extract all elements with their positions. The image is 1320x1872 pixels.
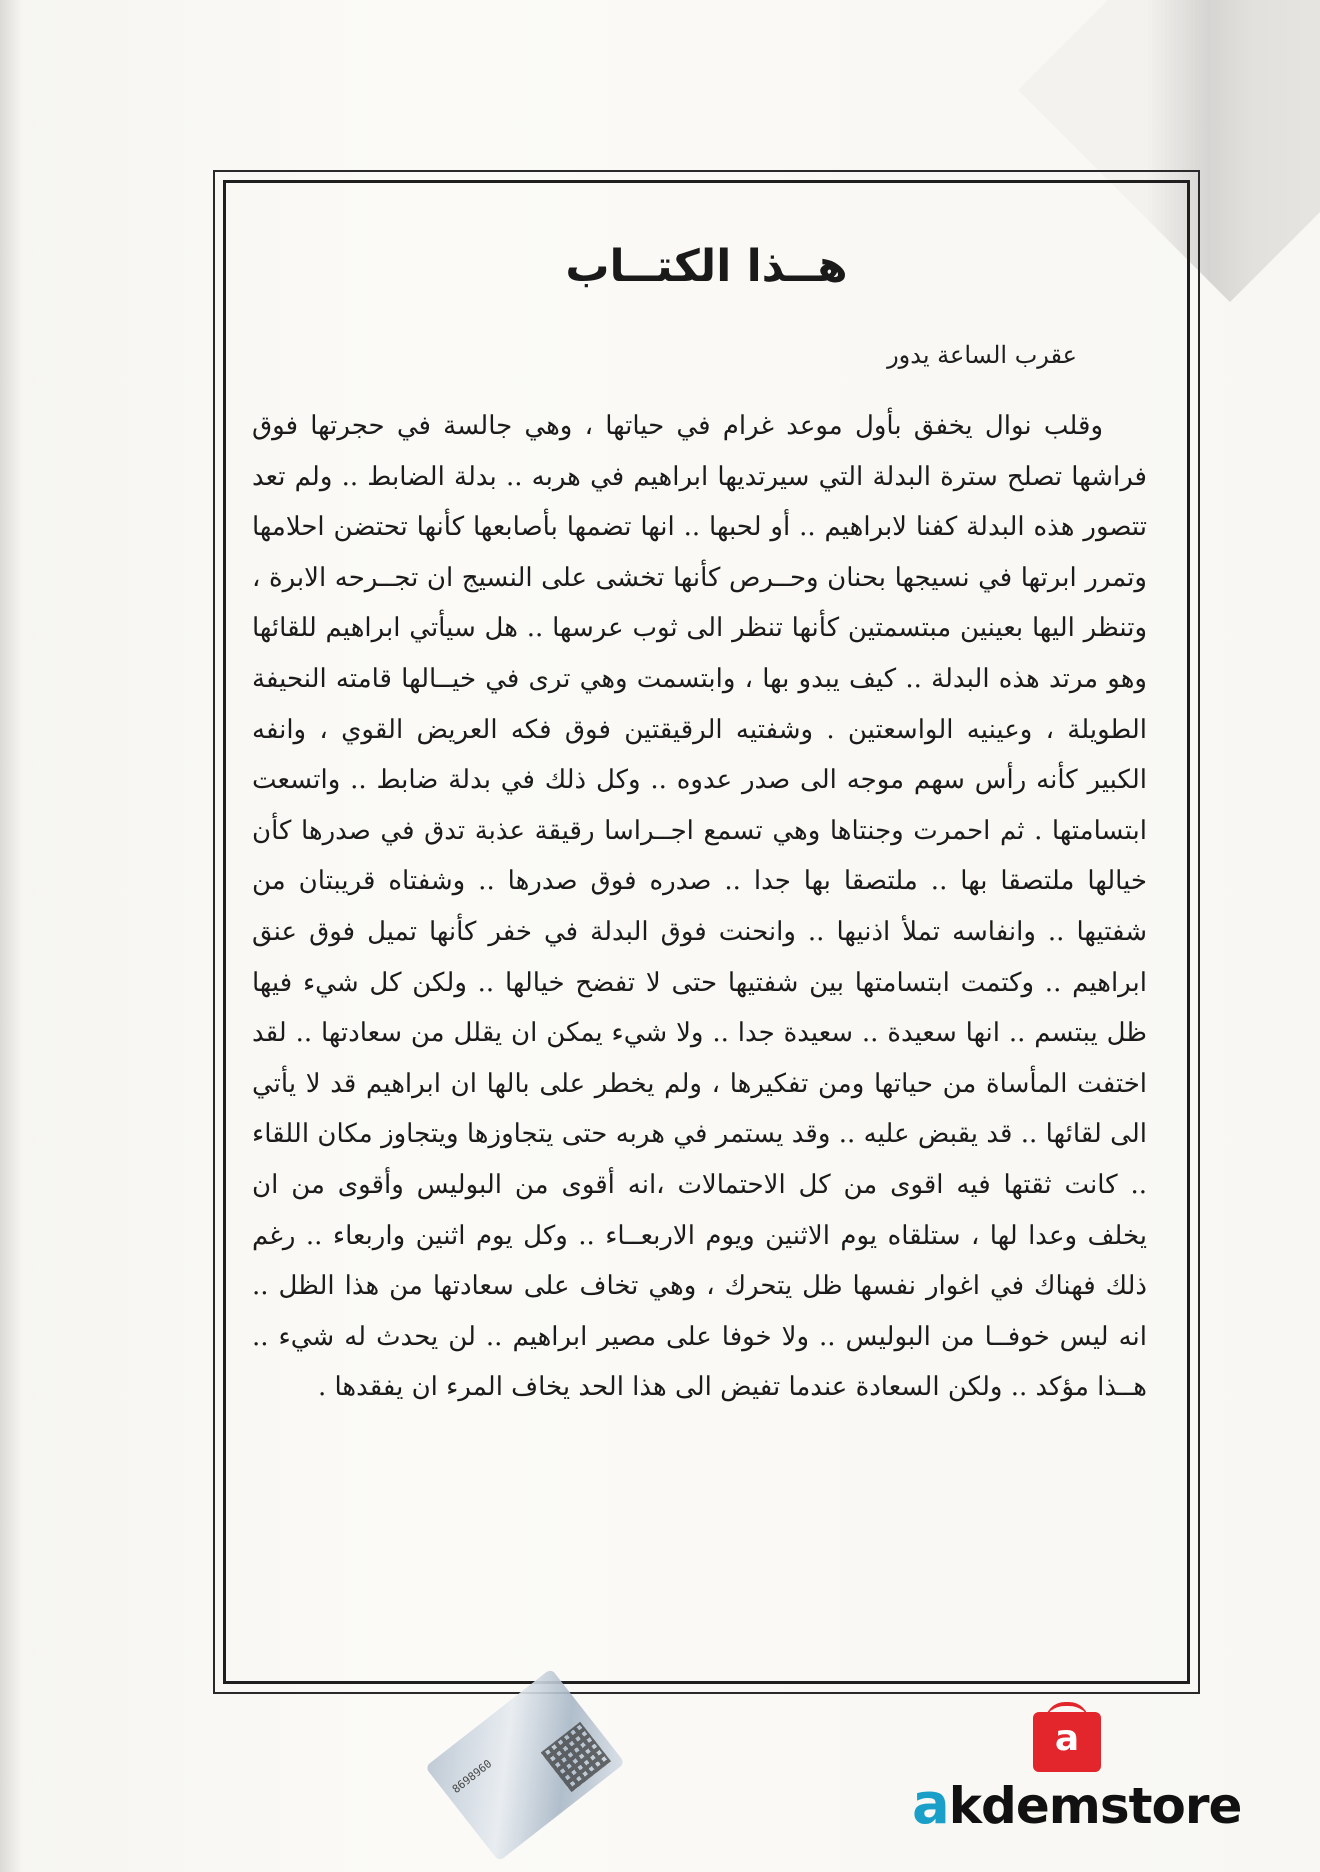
hologram-sticker bbox=[425, 1668, 625, 1861]
text-frame bbox=[213, 170, 1200, 1694]
sticker-code: 8698960 bbox=[449, 1757, 495, 1796]
store-brand bbox=[912, 1772, 1241, 1837]
store-logo-letter: a bbox=[1054, 1718, 1080, 1759]
brand-name-first: a bbox=[912, 1772, 949, 1837]
qr-code-icon bbox=[541, 1722, 611, 1792]
store-logo-icon bbox=[1033, 1712, 1101, 1772]
spine-shadow bbox=[0, 0, 22, 1872]
brand-name-rest: kdemstore bbox=[948, 1777, 1242, 1835]
page-subtitle: عقرب الساعة يدور bbox=[887, 341, 1077, 369]
text-frame-inner bbox=[223, 180, 1190, 1684]
body-paragraph: وقلب نوال يخفق بأول موعد غرام في حياتها ، وهي جالسة في حجرتها فوق فراشها تصلح سترة البدلة التي سيرتديها ابراهيم في هربه .. بدلة الضابط .. ولم تعد تتصور هذه البدلة كفنا لابراهيم .. أو لحبها .. انها تضمها بأصابعها كأنها تحتضن احلامها وتمرر ابرتها في نسيجها بحنان وحــرص كأنها تخشى على النسيج ان تجــرحه الابرة ، وتنظر اليها بعينين مبتسمتين كأنها تنظر الى ثوب عرسها .. هل سيأتي ابراهيم للقائها وهو مرتد هذه البدلة .. كيف يبدو بها ، وابتسمت وهي ترى في خيــالها قامته النحيفة الطويلة ، وعينيه الواسعتين . وشفتيه الرقيقتين فوق فكه العريض القوي ، وانفه الكبير كأنه رأس سهم موجه الى صدر عدوه .. وكل ذلك في بدلة ضابط .. واتسعت ابتسامتها . ثم احمرت وجنتاها وهي تسمع اجــراسا رقيقة عذبة تدق في صدرها كأن خيالها ملتصقا بها .. ملتصقا بها جدا .. صدره فوق صدرها .. وشفتاه قريبتان من شفتيها .. وانفاسه تملأ اذنيها .. وانحنت فوق البدلة في خفر كأنها تميل فوق عنق ابراهيم .. وكتمت ابتسامتها بين شفتيها حتى لا تفضح خيالها .. ولكن كل شيء فيها ظل يبتسم .. انها سعيدة .. سعيدة جدا .. ولا شيء يمكن ان يقلل من سعادتها .. لقد اختفت المأساة من حياتها ومن تفكيرها ، ولم يخطر على بالها ان ابراهيم قد لا يأتي الى لقائها .. قد يقبض عليه .. وقد يستمر في هربه حتى يتجاوزها ويتجاوز مكان اللقاء .. كانت ثقتها فيه اقوى من كل الاحتمالات ،انه أقوى من البوليس وأقوى من ان يخلف وعدا لها ، ستلقاه يوم الاثنين ويوم الاربعــاء .. وكل يوم اثنين واربعاء .. رغم ذلك فهناك في اغوار نفسها ظل يتحرك ، وهي تخاف على سعادتها من هذا الظل .. انه ليس خوفــا من البوليس .. ولا خوفا على مصير ابراهيم .. لن يحدث له شيء .. هــذا مؤكد .. ولكن السعادة عندما تفيض الى هذا الحد يخاف المرء ان يفقدها . bbox=[252, 411, 1147, 1403]
page-title: هــذا الكتــاب bbox=[565, 241, 848, 292]
